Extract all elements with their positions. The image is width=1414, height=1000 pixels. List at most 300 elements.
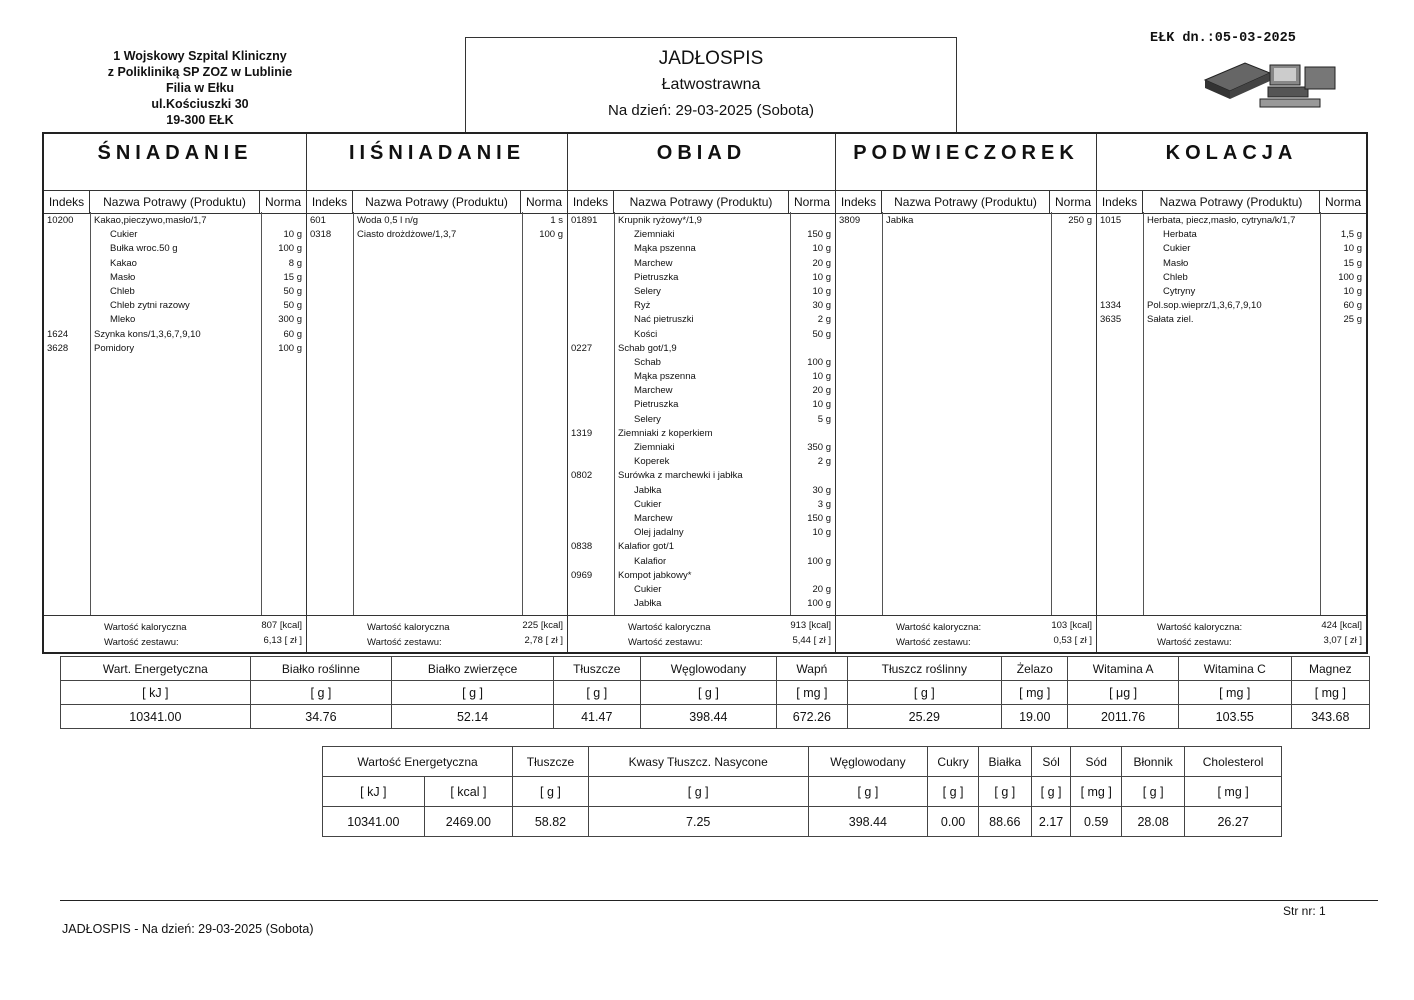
item-name: Bułka wroc.50 g bbox=[110, 243, 178, 255]
table-value: 52.14 bbox=[392, 705, 554, 729]
list-item bbox=[568, 257, 835, 271]
list-item bbox=[568, 356, 835, 370]
cost-label: Wartość zestawu: bbox=[628, 637, 703, 648]
table-unit: [ g ] bbox=[808, 777, 928, 807]
list-item bbox=[836, 214, 1096, 228]
table-header: Węglowodany bbox=[640, 657, 777, 681]
table-header: Węglowodany bbox=[808, 747, 928, 777]
meal-column-obiad bbox=[568, 134, 836, 652]
table-value: 58.82 bbox=[513, 807, 589, 837]
item-index: 0227 bbox=[571, 342, 593, 354]
item-name: Koperek bbox=[634, 456, 670, 468]
divider bbox=[882, 212, 883, 616]
item-name: Pietruszka bbox=[634, 399, 679, 411]
divider bbox=[1051, 212, 1052, 616]
item-qty: 20 g bbox=[812, 257, 831, 269]
table-value: 34.76 bbox=[250, 705, 392, 729]
item-name: Chleb zytni razowy bbox=[110, 300, 190, 312]
table-header: Witamina A bbox=[1068, 657, 1178, 681]
item-qty: 15 g bbox=[1343, 257, 1362, 269]
item-qty: 100 g bbox=[1338, 271, 1362, 283]
list-item bbox=[568, 469, 835, 483]
table-unit: [ g ] bbox=[250, 681, 392, 705]
diet-name: Łatwostrawna bbox=[661, 76, 761, 93]
header-norm: Norma bbox=[525, 195, 562, 209]
column-header bbox=[568, 190, 835, 214]
item-index: 01891 bbox=[571, 215, 598, 226]
item-name: Kości bbox=[634, 328, 658, 340]
item-name: Selery bbox=[634, 413, 661, 425]
table-value: 2011.76 bbox=[1068, 705, 1178, 729]
cost-value: 0,53 [ zł ] bbox=[1053, 635, 1092, 646]
institution-line: 19-300 EŁK bbox=[166, 113, 234, 127]
item-name: Pol.sop.wieprz/1,3,6,7,9,10 bbox=[1147, 300, 1262, 312]
issue-date: EŁK dn.:05-03-2025 bbox=[1150, 31, 1296, 46]
item-qty: 1,5 g bbox=[1340, 229, 1362, 241]
meal-title: PODWIECZOREK bbox=[853, 142, 1079, 164]
table-header: Tłuszcz roślinny bbox=[847, 657, 1002, 681]
list-item bbox=[568, 484, 835, 498]
table-unit: [ g ] bbox=[392, 681, 554, 705]
table-unit: [ mg ] bbox=[1185, 777, 1282, 807]
list-item bbox=[568, 526, 835, 540]
table-unit: [ mg ] bbox=[1291, 681, 1369, 705]
divider bbox=[522, 212, 523, 616]
item-name: Olej jadalny bbox=[634, 527, 684, 539]
list-item bbox=[1097, 228, 1366, 242]
item-name: Masło bbox=[110, 271, 136, 283]
kcal-value: 913 [kcal] bbox=[790, 620, 831, 631]
header-norm: Norma bbox=[264, 195, 301, 209]
item-name: Mleko bbox=[110, 314, 136, 326]
list-item bbox=[568, 441, 835, 455]
footer-divider bbox=[60, 900, 1378, 901]
item-index: 0318 bbox=[310, 229, 332, 241]
item-qty: 100 g bbox=[807, 598, 831, 610]
table-row bbox=[61, 657, 1370, 681]
table-unit: [ g ] bbox=[553, 681, 640, 705]
table-value: 25.29 bbox=[847, 705, 1002, 729]
item-name: Herbata bbox=[1163, 229, 1197, 241]
cost-label: Wartość zestawu: bbox=[896, 637, 971, 648]
item-qty: 3 g bbox=[817, 498, 831, 510]
table-row bbox=[323, 747, 1282, 777]
table-header: Żelazo bbox=[1002, 657, 1068, 681]
list-item bbox=[568, 597, 835, 611]
item-name: Selery bbox=[634, 285, 661, 297]
item-qty: 2 g bbox=[817, 456, 831, 468]
header-name: Nazwa Potrawy (Produktu) bbox=[353, 191, 521, 213]
item-qty: 100 g bbox=[278, 342, 302, 354]
table-unit: [ g ] bbox=[513, 777, 589, 807]
table-value: 2469.00 bbox=[424, 807, 512, 837]
item-qty: 10 g bbox=[1343, 243, 1362, 255]
table-unit: [ mg ] bbox=[1178, 681, 1291, 705]
item-qty: 25 g bbox=[1343, 314, 1362, 326]
item-qty: 300 g bbox=[278, 314, 302, 326]
item-index: 0802 bbox=[571, 470, 593, 482]
item-qty: 50 g bbox=[812, 328, 831, 340]
item-qty: 10 g bbox=[812, 399, 831, 411]
meal-summary bbox=[307, 615, 567, 652]
item-qty: 10 g bbox=[812, 371, 831, 383]
item-qty: 150 g bbox=[807, 229, 831, 241]
cost-value: 6,13 [ zł ] bbox=[263, 635, 302, 646]
cost-value: 5,44 [ zł ] bbox=[792, 635, 831, 646]
list-item bbox=[568, 555, 835, 569]
list-item bbox=[568, 271, 835, 285]
list-item bbox=[1097, 214, 1366, 228]
table-header: Białko zwierzęce bbox=[392, 657, 554, 681]
cost-label: Wartość zestawu: bbox=[1157, 637, 1232, 648]
table-value: 7.25 bbox=[588, 807, 808, 837]
list-item bbox=[568, 242, 835, 256]
item-qty: 10 g bbox=[812, 527, 831, 539]
item-name: Chleb bbox=[1163, 271, 1188, 283]
kcal-value: 103 [kcal] bbox=[1051, 620, 1092, 631]
item-name: Pomidory bbox=[94, 342, 135, 354]
table-value: 2.17 bbox=[1031, 807, 1071, 837]
list-item bbox=[1097, 299, 1366, 313]
header-index: Indeks bbox=[307, 191, 353, 213]
table-value: 0.59 bbox=[1071, 807, 1122, 837]
table-unit: [ g ] bbox=[928, 777, 979, 807]
kcal-label: Wartość kaloryczna bbox=[104, 622, 187, 633]
list-item bbox=[44, 242, 306, 256]
list-item bbox=[307, 228, 567, 242]
list-item bbox=[568, 342, 835, 356]
institution-address bbox=[70, 48, 330, 128]
item-index: 1624 bbox=[47, 328, 69, 340]
item-qty: 50 g bbox=[283, 300, 302, 312]
item-qty: 15 g bbox=[283, 271, 302, 283]
item-index: 3628 bbox=[47, 342, 69, 354]
item-name: Marchew bbox=[634, 385, 673, 397]
item-name: Sałata ziel. bbox=[1147, 314, 1194, 326]
table-header: Białka bbox=[978, 747, 1031, 777]
column-header bbox=[836, 190, 1096, 214]
meals-table bbox=[42, 132, 1368, 654]
table-unit: [ μg ] bbox=[1068, 681, 1178, 705]
header-norm: Norma bbox=[1324, 195, 1361, 209]
institution-line: 1 Wojskowy Szpital Kliniczny bbox=[113, 49, 287, 63]
computer-printer-icon bbox=[1200, 55, 1340, 115]
item-qty: 8 g bbox=[288, 257, 302, 269]
item-name: Kompot jabkowy* bbox=[618, 569, 692, 581]
list-item bbox=[1097, 285, 1366, 299]
item-index: 1319 bbox=[571, 427, 593, 439]
table-value: 10341.00 bbox=[323, 807, 425, 837]
item-name: Herbata, piecz,masło, cytryna/k/1,7 bbox=[1147, 215, 1296, 226]
meal-summary bbox=[568, 615, 835, 652]
table-unit: [ kcal ] bbox=[424, 777, 512, 807]
list-item bbox=[568, 228, 835, 242]
table-unit: [ mg ] bbox=[777, 681, 847, 705]
table-unit: [ g ] bbox=[978, 777, 1031, 807]
item-name: Schab got/1,9 bbox=[618, 342, 677, 354]
nutrition-table-2 bbox=[322, 746, 1282, 837]
item-qty: 100 g bbox=[807, 356, 831, 368]
item-qty: 10 g bbox=[812, 243, 831, 255]
item-name: Kalafior got/1 bbox=[618, 541, 674, 553]
cost-label: Wartość zestawu: bbox=[367, 637, 442, 648]
item-list bbox=[568, 214, 835, 611]
kcal-label: Wartość kaloryczna bbox=[628, 622, 711, 633]
list-item bbox=[44, 328, 306, 342]
table-unit: [ kJ ] bbox=[323, 777, 425, 807]
page-number: Str nr: 1 bbox=[1283, 904, 1326, 918]
table-header: Kwasy Tłuszcz. Nasycone bbox=[588, 747, 808, 777]
meal-title: OBIAD bbox=[656, 142, 747, 164]
list-item bbox=[1097, 313, 1366, 327]
list-item bbox=[44, 342, 306, 356]
item-index: 0838 bbox=[571, 541, 593, 553]
list-item bbox=[1097, 257, 1366, 271]
item-index: 1015 bbox=[1100, 215, 1122, 226]
list-item bbox=[568, 214, 835, 228]
item-name: Ziemniaki z koperkiem bbox=[618, 427, 713, 439]
list-item bbox=[44, 313, 306, 327]
item-qty: 20 g bbox=[812, 583, 831, 595]
list-item bbox=[44, 299, 306, 313]
table-row bbox=[323, 807, 1282, 837]
item-qty: 250 g bbox=[1068, 215, 1092, 226]
header-name: Nazwa Potrawy (Produktu) bbox=[614, 191, 789, 213]
table-value: 26.27 bbox=[1185, 807, 1282, 837]
institution-line: Filia w Ełku bbox=[165, 81, 235, 95]
list-item bbox=[568, 569, 835, 583]
table-unit: [ kJ ] bbox=[61, 681, 251, 705]
item-name: Ziemniaki bbox=[634, 442, 675, 453]
header-index: Indeks bbox=[44, 191, 90, 213]
item-name: Kakao,pieczywo,masło/1,7 bbox=[94, 215, 207, 226]
list-item bbox=[568, 498, 835, 512]
item-name: Pietruszka bbox=[634, 271, 679, 283]
table-unit: [ mg ] bbox=[1002, 681, 1068, 705]
item-index: 601 bbox=[310, 215, 326, 226]
item-name: Cukier bbox=[1163, 243, 1191, 255]
item-list bbox=[836, 214, 1096, 228]
table-header: Białko roślinne bbox=[250, 657, 392, 681]
list-item bbox=[568, 427, 835, 441]
table-unit: [ g ] bbox=[588, 777, 808, 807]
item-qty: 50 g bbox=[283, 285, 302, 297]
kcal-value: 807 [kcal] bbox=[261, 620, 302, 631]
item-qty: 100 g bbox=[807, 555, 831, 567]
table-row bbox=[61, 705, 1370, 729]
item-index: 1334 bbox=[1100, 300, 1122, 312]
item-name: Cytryny bbox=[1163, 285, 1196, 297]
item-name: Mąka pszenna bbox=[634, 243, 696, 255]
meal-title: IIŚNIADANIE bbox=[348, 142, 526, 164]
item-qty: 30 g bbox=[812, 484, 831, 496]
kcal-value: 424 [kcal] bbox=[1321, 620, 1362, 631]
table-header: Tłuszcze bbox=[513, 747, 589, 777]
table-value: 28.08 bbox=[1122, 807, 1185, 837]
header-norm: Norma bbox=[1054, 195, 1091, 209]
institution-line: ul.Kościuszki 30 bbox=[151, 97, 249, 111]
list-item bbox=[44, 257, 306, 271]
meal-column-kolacja bbox=[1097, 134, 1366, 652]
table-row bbox=[61, 681, 1370, 705]
table-unit: [ g ] bbox=[847, 681, 1002, 705]
item-index: 3809 bbox=[839, 215, 861, 226]
table-value: 0.00 bbox=[928, 807, 979, 837]
item-name: Schab bbox=[634, 356, 661, 368]
header-name: Nazwa Potrawy (Produktu) bbox=[1143, 191, 1320, 213]
list-item bbox=[1097, 271, 1366, 285]
table-header: Sól bbox=[1031, 747, 1071, 777]
table-value: 343.68 bbox=[1291, 705, 1369, 729]
item-name: Masło bbox=[1163, 257, 1189, 269]
item-name: Woda 0,5 l n/g bbox=[357, 215, 419, 226]
list-item bbox=[568, 540, 835, 554]
list-item bbox=[568, 370, 835, 384]
item-qty: 10 g bbox=[812, 285, 831, 297]
item-qty: 1 s bbox=[550, 215, 563, 226]
kcal-label: Wartość kaloryczna: bbox=[896, 622, 982, 633]
cost-value: 2,78 [ zł ] bbox=[524, 635, 563, 646]
item-qty: 2 g bbox=[817, 314, 831, 326]
column-header bbox=[307, 190, 567, 214]
item-name: Jabłka bbox=[886, 215, 914, 226]
list-item bbox=[568, 285, 835, 299]
column-header bbox=[44, 190, 306, 214]
item-qty: 30 g bbox=[812, 300, 831, 312]
table-value: 19.00 bbox=[1002, 705, 1068, 729]
meal-column-sniadanie bbox=[44, 134, 307, 652]
list-item bbox=[568, 328, 835, 342]
item-name: Kakao bbox=[110, 257, 137, 269]
item-index: 3635 bbox=[1100, 314, 1122, 326]
item-list bbox=[307, 214, 567, 242]
item-name: Mąka pszenna bbox=[634, 371, 696, 383]
cost-value: 3,07 [ zł ] bbox=[1323, 635, 1362, 646]
item-name: Kalafior bbox=[634, 555, 667, 567]
item-qty: 10 g bbox=[283, 229, 302, 241]
table-header: Tłuszcze bbox=[553, 657, 640, 681]
table-unit: [ mg ] bbox=[1071, 777, 1122, 807]
item-name: Surówka z marchewki i jabłka bbox=[618, 470, 743, 482]
table-unit: [ g ] bbox=[1122, 777, 1185, 807]
item-qty: 5 g bbox=[817, 413, 831, 425]
list-item bbox=[568, 583, 835, 597]
header-index: Indeks bbox=[836, 191, 882, 213]
table-header: Wapń bbox=[777, 657, 847, 681]
footer-text: JADŁOSPIS - Na dzień: 29-03-2025 (Sobota) bbox=[62, 922, 314, 936]
list-item bbox=[44, 228, 306, 242]
table-value: 398.44 bbox=[808, 807, 928, 837]
table-value: 10341.00 bbox=[61, 705, 251, 729]
table-unit: [ g ] bbox=[640, 681, 777, 705]
column-header bbox=[1097, 190, 1366, 214]
list-item bbox=[568, 512, 835, 526]
item-name: Chleb bbox=[110, 285, 135, 297]
item-name: Krupnik ryżowy*/1,9 bbox=[618, 215, 702, 226]
list-item bbox=[568, 455, 835, 469]
item-name: Ciasto drożdżowe/1,3,7 bbox=[357, 229, 457, 241]
meal-column-ii-sniadanie bbox=[307, 134, 568, 652]
item-qty: 20 g bbox=[812, 385, 831, 397]
list-item bbox=[1097, 242, 1366, 256]
menu-date: Na dzień: 29-03-2025 (Sobota) bbox=[608, 102, 814, 119]
kcal-label: Wartość kaloryczna bbox=[367, 622, 450, 633]
list-item bbox=[568, 384, 835, 398]
meal-title: KOLACJA bbox=[1165, 142, 1298, 164]
item-name: Jabłka bbox=[634, 484, 662, 496]
kcal-value: 225 [kcal] bbox=[522, 620, 563, 631]
table-value: 398.44 bbox=[640, 705, 777, 729]
cost-label: Wartość zestawu: bbox=[104, 637, 179, 648]
table-row bbox=[323, 777, 1282, 807]
table-header: Wartość Energetyczna bbox=[323, 747, 513, 777]
item-qty: 10 g bbox=[1343, 285, 1362, 297]
item-name: Szynka kons/1,3,6,7,9,10 bbox=[94, 328, 201, 340]
table-value: 41.47 bbox=[553, 705, 640, 729]
header-index: Indeks bbox=[568, 191, 614, 213]
list-item bbox=[307, 214, 567, 228]
list-item bbox=[44, 285, 306, 299]
item-name: Cukier bbox=[110, 229, 138, 241]
table-header: Cholesterol bbox=[1185, 747, 1282, 777]
table-value: 88.66 bbox=[978, 807, 1031, 837]
header-norm: Norma bbox=[793, 195, 830, 209]
table-header: Sód bbox=[1071, 747, 1122, 777]
item-qty: 10 g bbox=[812, 271, 831, 283]
list-item bbox=[568, 413, 835, 427]
title-box bbox=[465, 37, 957, 134]
item-name: Nać pietruszki bbox=[634, 314, 694, 326]
item-qty: 60 g bbox=[283, 328, 302, 340]
item-name: Ryż bbox=[634, 300, 651, 312]
page-title: JADŁOSPIS bbox=[658, 48, 764, 69]
kcal-label: Wartość kaloryczna: bbox=[1157, 622, 1243, 633]
item-qty: 60 g bbox=[1343, 300, 1362, 312]
item-list bbox=[1097, 214, 1366, 328]
item-name: Ziemniaki bbox=[634, 229, 675, 241]
table-value: 672.26 bbox=[777, 705, 847, 729]
item-name: Marchew bbox=[634, 512, 673, 524]
meal-summary bbox=[44, 615, 306, 652]
table-unit: [ g ] bbox=[1031, 777, 1071, 807]
meal-column-podwieczorek bbox=[836, 134, 1097, 652]
item-qty: 150 g bbox=[807, 512, 831, 524]
table-header: Magnez bbox=[1291, 657, 1369, 681]
header-name: Nazwa Potrawy (Produktu) bbox=[90, 191, 260, 213]
header-index: Indeks bbox=[1097, 191, 1143, 213]
divider bbox=[353, 212, 354, 616]
nutrition-table-1 bbox=[60, 656, 1370, 729]
list-item bbox=[44, 214, 306, 228]
item-name: Cukier bbox=[634, 498, 662, 510]
item-name: Marchew bbox=[634, 257, 673, 269]
table-header: Cukry bbox=[928, 747, 979, 777]
table-header: Witamina C bbox=[1178, 657, 1291, 681]
item-index: 10200 bbox=[47, 215, 74, 226]
list-item bbox=[44, 271, 306, 285]
table-header: Błonnik bbox=[1122, 747, 1185, 777]
item-name: Cukier bbox=[634, 583, 662, 595]
item-index: 0969 bbox=[571, 569, 593, 581]
list-item bbox=[568, 299, 835, 313]
item-list bbox=[44, 214, 306, 356]
meal-summary bbox=[1097, 615, 1366, 652]
header-name: Nazwa Potrawy (Produktu) bbox=[882, 191, 1050, 213]
institution-line: z Polikliniką SP ZOZ w Lublinie bbox=[107, 65, 293, 79]
item-qty: 100 g bbox=[539, 229, 563, 241]
table-header: Wart. Energetyczna bbox=[61, 657, 251, 681]
meal-title: ŚNIADANIE bbox=[97, 142, 253, 164]
